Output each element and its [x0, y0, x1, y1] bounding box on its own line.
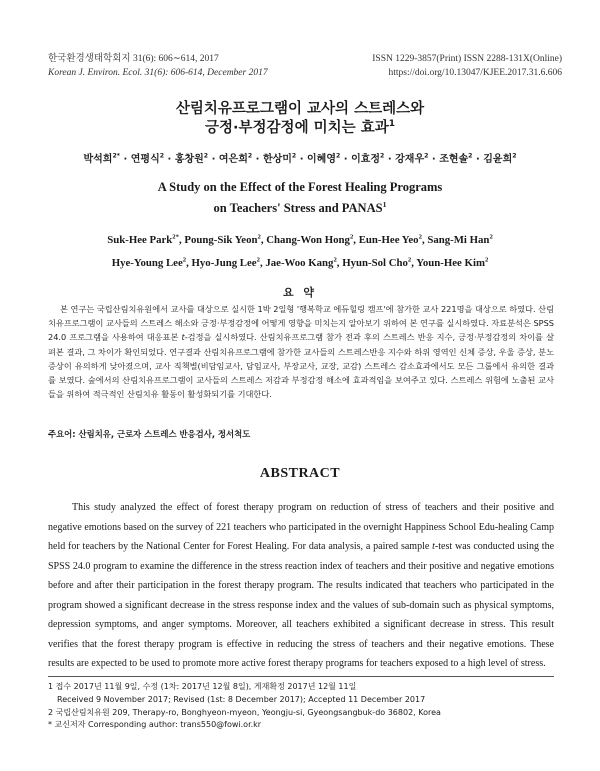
author-ko — [307, 154, 340, 165]
keywords-korean: 주요어: 산림치유, 근로자 스트레스 반응검사, 정서척도 — [48, 429, 251, 439]
author-name: 한상미 — [262, 154, 292, 165]
author-affiliation-mark: 2 — [182, 256, 187, 264]
author-name: Eun-Hee Yeo — [358, 234, 419, 246]
title-korean — [0, 100, 600, 138]
author-en — [359, 234, 422, 246]
author-en — [427, 234, 492, 246]
summary-heading-korean: 요 약 — [282, 286, 318, 299]
issn: ISSN 1229-3857(Print) ISSN 2288-131X(Online) — [372, 54, 562, 64]
author-name: Hyo-Jung Lee — [191, 257, 257, 269]
author-name: Hyun-Sol Cho — [342, 257, 408, 269]
author-name: Hye-Young Lee — [111, 257, 183, 269]
author-affiliation-mark: 2 — [247, 152, 253, 160]
author-name: Suk-Hee Park — [107, 234, 173, 246]
author-affiliation-mark: 2 — [407, 256, 412, 264]
author-ko — [175, 154, 208, 165]
author-affiliation-mark: 2 — [484, 256, 489, 264]
footnote-3: * 교신저자 Corresponding author: trans550@fowi.or.kr — [48, 720, 262, 730]
author-list-english-line1: Suk-Hee Park$^{2*}$, Poung-Sik Yeon$^2$, Chang-Won Hong$^2$, Eun-Hee Yeo$^2$, Sang-Mi Han$^2$ — [107, 233, 493, 246]
author-affiliation-mark: 2 — [333, 256, 337, 264]
author-affiliation-mark: 2 — [291, 152, 297, 160]
title-english-footnote-mark: 1 — [382, 199, 387, 209]
author-en — [416, 257, 488, 269]
author-affiliation-mark: 2 — [468, 152, 473, 160]
author-name: 여은희 — [218, 154, 248, 165]
author-ko — [395, 154, 428, 165]
author-name: Jae-Woo Kang — [265, 257, 334, 269]
journal-name-en: Korean J. Environ. Ecol. 31(6): 606-614, December 2017 — [48, 68, 268, 78]
author-ko — [263, 154, 296, 165]
author-name: Chang-Won Hong — [266, 234, 350, 246]
author-ko — [483, 154, 516, 165]
author-en — [266, 234, 353, 246]
author-affiliation-mark: 2 — [256, 256, 260, 264]
author-ko — [351, 154, 384, 165]
title-english-line1: A Study on the Effect of the Forest Healing Programs — [157, 180, 443, 194]
author-en — [107, 234, 179, 246]
author-en — [112, 257, 186, 269]
author-en — [265, 257, 336, 269]
doi-link[interactable]: https://doi.org/10.13047/KJEE.2017.31.6.606 — [388, 68, 562, 78]
author-name: Youn-Hee Kim — [416, 257, 485, 269]
author-en — [184, 234, 260, 246]
author-affiliation-mark: 2 — [203, 152, 209, 160]
author-affiliation-mark: 2 — [159, 152, 165, 160]
footnote-2: 2 국립산림치유원 209, Therapy-ro, Bonghyeon-myeon, Yeongju-si, Gyeongsangbuk-do 36802, Korea — [48, 707, 441, 717]
author-name: 홍창원 — [174, 154, 204, 165]
author-list-english-line2: Hye-Young Lee$^2$, Hyo-Jung Lee$^2$, Jae-Woo Kang$^2$, Hyun-Sol Cho$^2$, Youn-Hee Kim$^2$ — [111, 256, 489, 269]
title-english-line2-wrap — [0, 198, 600, 219]
author-affiliation-mark: 2 — [349, 233, 354, 241]
abstract-heading: ABSTRACT — [259, 466, 341, 481]
author-affiliation-mark: 2 — [512, 152, 517, 160]
author-affiliation-mark: 2 — [424, 152, 429, 160]
author-name: 강재우 — [395, 154, 425, 165]
author-name: 이효정 — [351, 154, 381, 165]
author-name: Sang-Mi Han — [427, 234, 490, 246]
author-affiliation-mark: 2 — [489, 233, 493, 241]
author-ko — [219, 154, 252, 165]
author-name: 이혜영 — [307, 154, 336, 165]
author-name: 조현솔 — [439, 154, 469, 165]
author-ko — [131, 154, 164, 165]
author-name: 김윤희 — [483, 154, 513, 165]
title-korean-line1: 산림치유프로그램이 교사의 스트레스와 — [175, 101, 425, 117]
author-affiliation-mark: 2 — [380, 152, 385, 160]
footnote-1-english: Received 9 November 2017; Revised (1st: 8 December 2017); Accepted 11 December 2017 — [57, 694, 426, 704]
author-name: Poung-Sik Yeon — [184, 234, 258, 246]
title-english-line2: on Teachers' Stress and PANAS — [213, 201, 383, 215]
author-name: 연평식 — [130, 154, 160, 165]
footnotes — [48, 681, 568, 732]
author-affiliation-mark: 2 — [335, 152, 341, 160]
journal-header-right — [372, 52, 562, 80]
author-ko — [83, 154, 120, 165]
author-list-korean: 박석희$^{2*}$ · 연평식$^2$ · 홍창원$^2$ · 여은희$^2$ · 한상미$^2$ · 이혜영$^2$ · 이효정$^2$ · 강재우$^2$ · 조현솔$^2$ · 김윤희$^2$ — [83, 152, 517, 165]
author-en — [192, 257, 260, 269]
journal-header-left — [48, 52, 268, 80]
footnote-divider — [48, 676, 554, 677]
journal-name-ko: 한국환경생태학회지 31(6): 606∼614, 2017 — [48, 54, 219, 64]
title-korean-footnote-mark: 1 — [388, 119, 395, 130]
author-affiliation-mark: 2 — [418, 233, 422, 241]
title-korean-line2-wrap — [0, 119, 600, 138]
summary-body-korean: 본 연구는 국립산림치유원에서 교사를 대상으로 실시한 1박 2일형 '행복학교 에듀힐링 캠프'에 참가한 교사 221명을 대상으로 하였다. 산림치유프로그램이 교사들의 스트레스 해소와 긍정·부정감정에 어떻게 영향을 미치는지 알아보기 위하여 본 연구를 실시하였다. 자료분석은 SPSS 24.0 프로그램을 사용하여 대응표본 t-검정을 실시하였다. 산림치유프로그램 참가 전과 후의 스트레스 반응 지수, 긍정·부정감정의 차이를 살펴본 결과, 그 차이가 확인되었다. 연구결과 산림치유프로그램에 참가한 교사들의 스트레스반응 지수와 하위 영역인 신체 증상, 우울 증상, 분노 증상이 유의하게 낮아졌으며, 교사 직책별(비담임교사, 담임교사, 부장교사, 교장, 교감) 스트레스 감소효과에서도 모든 그룹에서 유의한 결과를 보였다. 숲에서의 산림치유프로그램이 교사들의 스트레스 저감과 부정감정 해소에 효과적임을 보여주고 있다. 스트레스 위험에 노출된 교사들을 위하여 적극적인 산림치유 활동이 활성화되기를 기대한다. — [48, 304, 554, 400]
author-list-english — [0, 229, 600, 275]
author-affiliation-mark: 2* — [172, 233, 179, 241]
title-english — [0, 177, 600, 219]
author-affiliation-mark: 2* — [112, 152, 120, 160]
title-korean-line2: 긍정·부정감정에 미치는 효과 — [205, 120, 389, 136]
author-affiliation-mark: 2 — [257, 233, 261, 241]
author-ko — [439, 154, 472, 165]
abstract-body: This study analyzed the effect of forest therapy program on reduction of stress of teachers and their positive and negative emotions based on the survey of 221 teachers who participated in the overnight Happiness School Edu-healing Camp held for teachers by the National Center for Forest Healing. For data analysis, a paired sample t-test was conducted using the SPSS 24.0 program to examine the difference in the stress reaction index of teachers and their positive and negative emotions before and after their participation in the forest therapy program. The results indicated that teachers who participated in the program showed a significant decrease in the stress response index and the values of sub-domain such as physical symptoms, depression symptoms, and anger symptoms. Moreover, all teachers exhibited a significant decrease in stress. This result verifies that the forest therapy program is effective in reducing the stress of teachers and their negative emotions. These results are expected to be used to promote more active forest therapy programs for teachers exposed to a high level of stress. — [48, 502, 555, 669]
author-name: 박석희 — [83, 154, 113, 165]
footnote-1-korean: 1 접수 2017년 11월 9일, 수정 (1차: 2017년 12월 8일), 게재확정 2017년 12월 11일 — [48, 682, 357, 691]
author-en — [342, 257, 411, 269]
